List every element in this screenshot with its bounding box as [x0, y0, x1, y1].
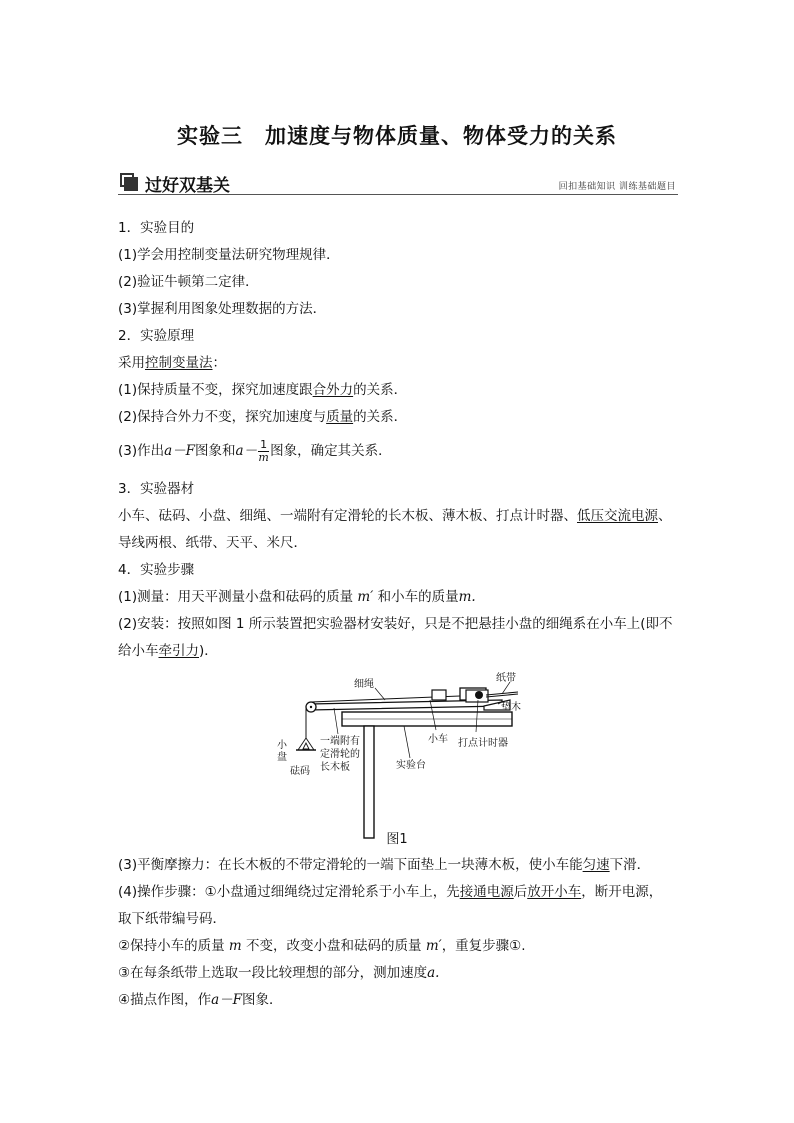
text-span: (3)作出 [118, 443, 165, 459]
text-line [118, 588, 476, 606]
heading-steps: 4．实验步骤 [118, 562, 195, 578]
formula: m. [458, 589, 476, 605]
text-span: ，断开电源， [581, 884, 663, 900]
text-span: ④描点作图，作 [118, 992, 212, 1008]
label-board-2: 定滑轮的 [320, 749, 360, 760]
text-line [118, 436, 392, 466]
heading-purpose: 1．实验目的 [118, 220, 195, 236]
text-span: 小车、砝码、小盘、细绳、一端附有定滑轮的长木板、薄木板、打点计时器、 [118, 508, 577, 524]
text-span: 图象． [242, 992, 283, 1008]
text-span: 后 [513, 884, 528, 900]
label-table: 实验台 [396, 760, 426, 771]
leader-line [375, 688, 385, 700]
leader-line [404, 726, 410, 758]
underlined-answer: 低压交流电源 [577, 508, 658, 524]
figure-caption: 图1 [386, 832, 408, 847]
text-line [118, 991, 283, 1009]
banner-title: 过好双基关 [145, 176, 230, 196]
text-span: 的关系． [353, 409, 408, 425]
fraction-numerator: 1 [260, 437, 268, 451]
banner-rule [118, 194, 678, 195]
label-board-1: 一端附有 [320, 736, 360, 747]
text-line: (3)掌握利用图象处理数据的方法． [118, 301, 327, 317]
label-tape: 纸带 [496, 673, 516, 684]
text-span: (2)保持合外力不变，探究加速度与 [118, 409, 327, 425]
weight-block [432, 690, 446, 700]
text-span: (1)保持质量不变，探究加速度跟 [118, 382, 313, 398]
text-span: )． [199, 643, 218, 659]
banner-subtitle: 回扣基础知识 训练基础题目 [558, 182, 676, 192]
label-weights: 砝码 [290, 766, 310, 777]
formula: m [228, 938, 242, 954]
pulley-axle [310, 706, 312, 708]
text-span: ： [212, 355, 226, 371]
text-line: (2)安装：按照如图 1 所示装置把实验器材安装好，只是不把悬挂小盘的细绳系在小车上(即不 [118, 616, 673, 632]
text-line [118, 937, 526, 955]
text-line: (2)验证牛顿第二定律． [118, 274, 259, 290]
text-span: ②保持小车的质量 [118, 938, 225, 954]
fraction [258, 439, 269, 464]
text-line [118, 507, 672, 525]
label-timer: 打点计时器 [458, 738, 508, 749]
underlined-answer: 放开小车 [527, 884, 582, 900]
label-block: 垫木 [501, 702, 521, 713]
text-span: 采用 [118, 355, 145, 371]
leader-line [334, 708, 338, 734]
formula: a－ [235, 443, 258, 459]
underlined-answer: 控制变量法 [145, 355, 213, 371]
underlined-answer: 质量 [326, 409, 354, 425]
text-line [118, 408, 407, 426]
text-line [118, 381, 407, 399]
timer-dot [475, 691, 483, 699]
text-span: 下滑． [609, 857, 651, 873]
text-line [118, 642, 218, 660]
text-line: 取下纸带编号码． [118, 911, 226, 927]
text-line [118, 964, 439, 982]
banner-square-fill-icon [124, 177, 138, 191]
text-line [118, 856, 650, 874]
label-rope: 细绳 [354, 679, 374, 690]
fraction-denominator: m [258, 450, 269, 464]
formula: a－F [164, 443, 196, 459]
text-span: ，重复步骤①. [441, 938, 526, 954]
text-span: (1)测量：用天平测量小盘和砝码的质量 [118, 589, 354, 605]
text-span: 不变，改变小盘和砝码的质量 [246, 938, 422, 954]
text-span: 给小车 [118, 643, 159, 659]
text-line: 导线两根、纸带、天平、米尺． [118, 535, 307, 551]
underlined-answer: 匀速 [582, 857, 610, 873]
text-span: 图象，确定其关系． [270, 443, 392, 459]
text-span: 图象和 [195, 443, 236, 459]
text-line: (1)学会用控制变量法研究物理规律． [118, 247, 340, 263]
page-title: 实验三 加速度与物体质量、物体受力的关系 [177, 124, 617, 148]
underlined-answer: 牵引力 [158, 643, 199, 659]
label-cart: 小车 [428, 734, 448, 745]
table-leg [364, 726, 374, 838]
formula: m′ [357, 589, 374, 605]
text-line [118, 354, 226, 372]
section-banner [118, 168, 678, 196]
text-span: 、 [658, 508, 672, 524]
heading-equipment: 3．实验器材 [118, 481, 195, 497]
text-span: 和小车的质量 [377, 589, 459, 605]
text-span: (3)平衡摩擦力：在长木板的不带定滑轮的一端下面垫上一块薄木板，使小车能 [118, 857, 583, 873]
formula: a－F [211, 992, 243, 1008]
text-span: (4)操作步骤：①小盘通过细绳绕过定滑轮系于小车上，先 [118, 884, 460, 900]
text-span: 的关系． [353, 382, 408, 398]
formula: m′ [425, 938, 442, 954]
label-pan-2: 盘 [277, 752, 287, 763]
label-board-3: 长木板 [320, 762, 350, 773]
underlined-answer: 接通电源 [459, 884, 514, 900]
heading-principle: 2．实验原理 [118, 328, 195, 344]
apparatus-figure [270, 670, 530, 850]
text-span: ③在每条纸带上选取一段比较理想的部分，测加速度 [118, 965, 428, 981]
weights [303, 743, 309, 749]
formula: a. [427, 965, 440, 981]
label-pan-1: 小 [277, 740, 287, 751]
text-line [118, 883, 662, 901]
underlined-answer: 合外力 [312, 382, 354, 398]
